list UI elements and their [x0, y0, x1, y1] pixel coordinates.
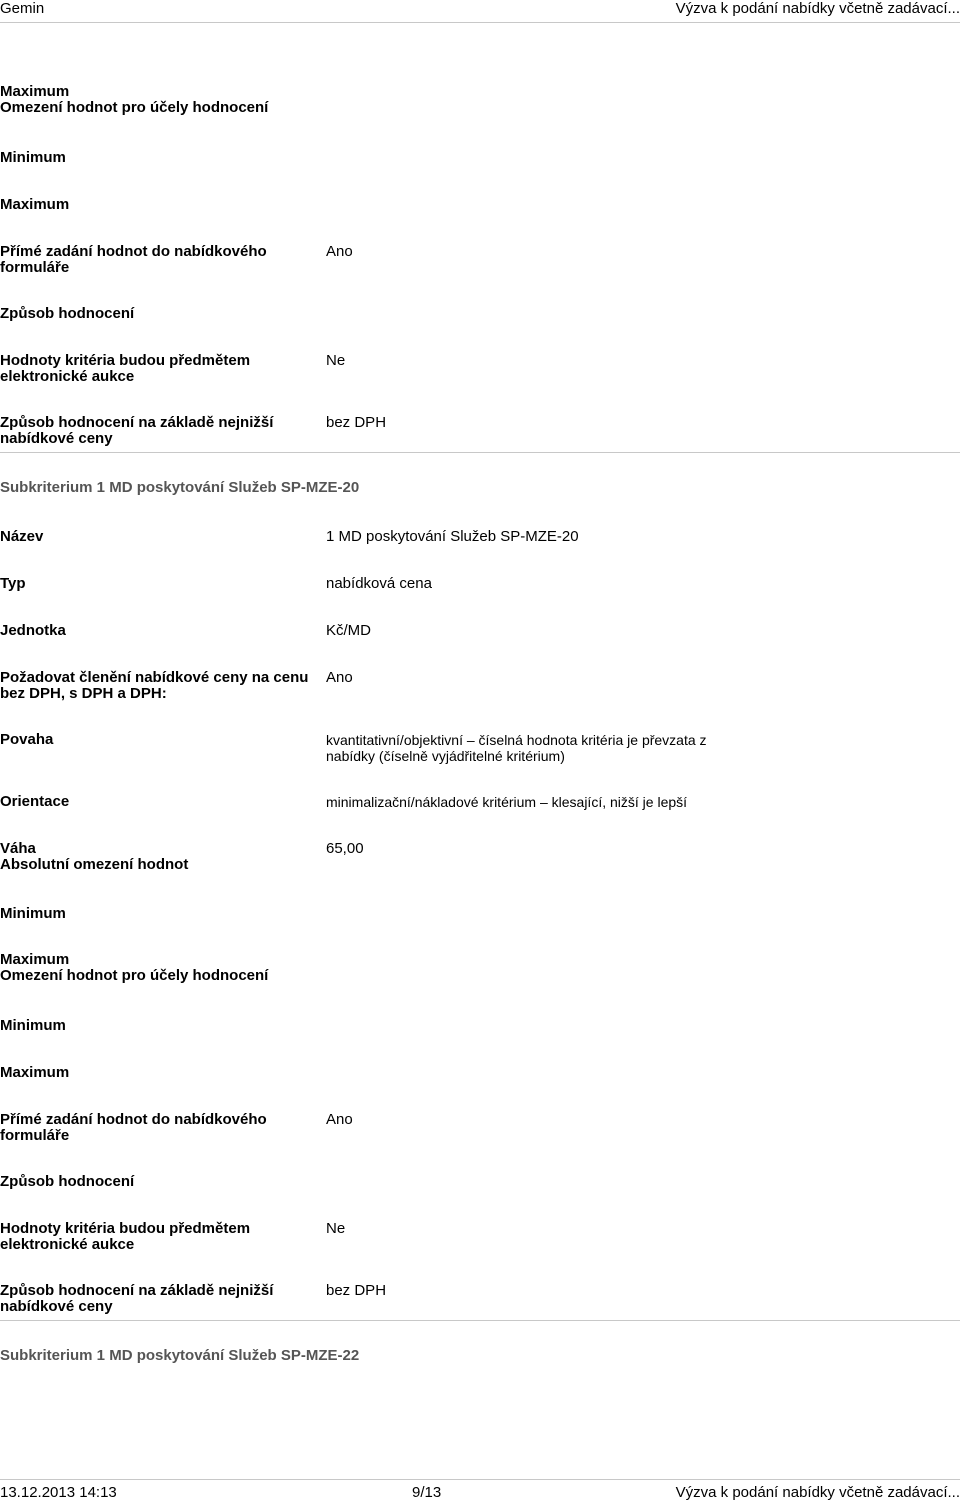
clenenim-label-cont: bez DPH, s DPH a DPH: — [0, 685, 167, 702]
omezeni-hodnot-heading: Omezení hodnot pro účely hodnocení — [0, 967, 269, 984]
page-footer — [0, 1479, 960, 1502]
maximum-label: Maximum — [0, 83, 70, 100]
footer-right-text: Výzva k podání nabídky včetně zadávací... — [675, 1484, 960, 1501]
zaklad-value: bez DPH — [326, 414, 387, 431]
omezeni-hodnot-heading: Omezení hodnot pro účely hodnocení — [0, 99, 269, 116]
minimum-label: Minimum — [0, 905, 66, 922]
prime-zadani-value: Ano — [326, 243, 353, 260]
zpusob-hodnoceni-heading: Způsob hodnocení — [0, 1173, 135, 1190]
prime-zadani-label: Přímé zadání hodnot do nabídkového — [0, 1111, 267, 1128]
orientace-value: minimalizační/nákladové kritérium – klesající, nižší je lepší — [326, 794, 688, 810]
zaklad-label-cont: nabídkové ceny — [0, 430, 113, 447]
nazev-label: Název — [0, 528, 44, 545]
subcriterion-title: Subkriterium 1 MD poskytování Služeb SP-MZE-20 — [0, 479, 360, 496]
maximum-label: Maximum — [0, 196, 70, 213]
subcriterion-title: Subkriterium 1 MD poskytování Služeb SP-MZE-22 — [0, 1347, 360, 1364]
footer-datetime: 13.12.2013 14:13 — [0, 1484, 117, 1501]
aukce-label-cont: elektronické aukce — [0, 1236, 135, 1253]
header-left-text: Gemin — [0, 0, 45, 17]
absolutni-omezeni-heading: Absolutní omezení hodnot — [0, 856, 189, 873]
povaha-label: Povaha — [0, 731, 54, 748]
nazev-value: 1 MD poskytování Služeb SP-MZE-20 — [326, 528, 579, 545]
aukce-label: Hodnoty kritéria budou předmětem — [0, 1220, 251, 1237]
jednotka-value: Kč/MD — [326, 622, 371, 639]
zaklad-value: bez DPH — [326, 1282, 387, 1299]
prime-zadani-value: Ano — [326, 1111, 353, 1128]
prime-zadani-label-cont: formuláře — [0, 1127, 70, 1144]
aukce-value: Ne — [326, 1220, 346, 1237]
page-number: 9/13 — [412, 1484, 442, 1501]
typ-value: nabídková cena — [326, 575, 432, 592]
povaha-value-cont: nabídky (číselně vyjádřitelné kritérium) — [326, 748, 565, 764]
jednotka-label: Jednotka — [0, 622, 66, 639]
clenenim-value: Ano — [326, 669, 353, 686]
zaklad-label-cont: nabídkové ceny — [0, 1298, 113, 1315]
minimum-label: Minimum — [0, 1017, 66, 1034]
typ-label: Typ — [0, 575, 26, 592]
aukce-label-cont: elektronické aukce — [0, 368, 135, 385]
vaha-label: Váha — [0, 840, 36, 857]
zpusob-hodnoceni-heading: Způsob hodnocení — [0, 305, 135, 322]
divider — [0, 452, 960, 453]
orientace-label: Orientace — [0, 793, 70, 810]
maximum-label: Maximum — [0, 951, 70, 968]
prime-zadani-label-cont: formuláře — [0, 259, 70, 276]
prime-zadani-label: Přímé zadání hodnot do nabídkového — [0, 243, 267, 260]
zaklad-label: Způsob hodnocení na základě nejnižší — [0, 414, 274, 431]
aukce-value: Ne — [326, 352, 346, 369]
minimum-label: Minimum — [0, 149, 66, 166]
maximum-label: Maximum — [0, 1064, 70, 1081]
page-header — [0, 0, 960, 23]
aukce-label: Hodnoty kritéria budou předmětem — [0, 352, 251, 369]
vaha-value: 65,00 — [326, 840, 364, 857]
zaklad-label: Způsob hodnocení na základě nejnižší — [0, 1282, 274, 1299]
povaha-value: kvantitativní/objektivní – číselná hodnota kritéria je převzata z — [326, 732, 707, 748]
clenenim-label: Požadovat členění nabídkové ceny na cenu — [0, 669, 309, 686]
divider — [0, 1320, 960, 1321]
header-right-text: Výzva k podání nabídky včetně zadávací... — [675, 0, 960, 17]
